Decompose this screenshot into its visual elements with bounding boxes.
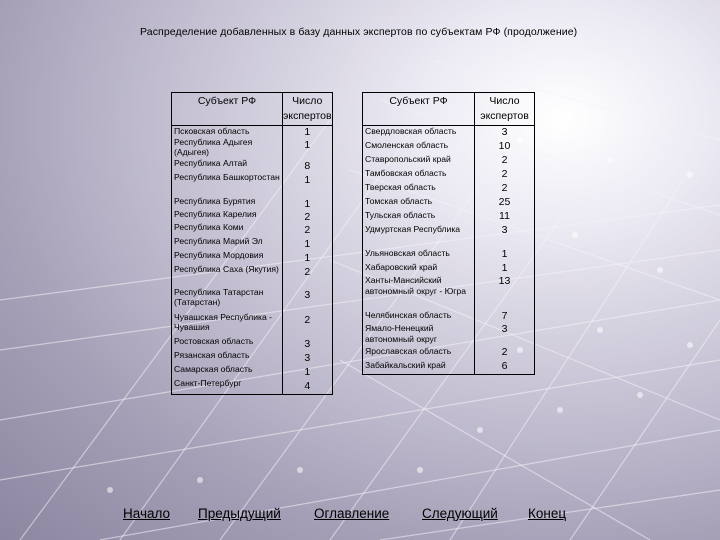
right-table-header-subject: Субъект РФ (363, 93, 475, 126)
nav-prev-link[interactable]: Предыдущий (198, 506, 281, 521)
table-cell-count: 25 (498, 196, 511, 208)
nav-next-link[interactable]: Следующий (422, 506, 498, 521)
nav-contents-link[interactable]: Оглавление (314, 506, 390, 521)
table-cell-count: 1 (501, 248, 508, 260)
table-cell-count: 8 (304, 160, 311, 172)
right-table-subject-column (363, 126, 475, 375)
table-cell-count: 2 (501, 154, 508, 166)
table-cell-count: 6 (501, 360, 508, 372)
table-cell-count: 1 (304, 174, 311, 186)
table-row: Смоленская область (365, 140, 449, 150)
right-table-count-column (475, 126, 535, 375)
table-cell-count: 3 (304, 289, 311, 301)
left-table-count-column (283, 126, 333, 395)
table-row: Ставропольский край (365, 154, 451, 164)
table-row: Чувашская Республика - Чувашия (174, 311, 273, 332)
table-row: Республика Бурятия (174, 195, 256, 206)
table-cell-count: 2 (501, 168, 508, 180)
navigation-bar (0, 506, 720, 526)
table-cell-count: 1 (304, 252, 311, 264)
table-row: Удмуртская Республика (365, 224, 461, 234)
table-cell-count: 4 (304, 380, 311, 392)
table-row: Тульская область (365, 210, 436, 220)
table-row: Хабаровский край (365, 262, 438, 272)
table-row: Челябинская область (365, 310, 452, 320)
table-row: Ульяновская область (365, 248, 450, 258)
nav-end-link[interactable]: Конец (528, 506, 567, 521)
table-row: Тверская область (365, 182, 436, 192)
table-row: Забайкальский край (365, 360, 446, 370)
table-row: Санкт-Петербург (174, 377, 242, 388)
table-cell-count: 1 (304, 139, 311, 151)
table-cell-count: 2 (304, 314, 311, 326)
table-cell-count: 1 (304, 238, 311, 250)
table-row: Тамбовская область (365, 168, 447, 178)
table-row: Ханты-Мансийский автономный округ - Югра (365, 275, 466, 296)
left-table (171, 92, 333, 395)
table-row: Республика Башкортостан (174, 171, 280, 182)
left-table-header-subject: Субъект РФ (172, 93, 283, 126)
table-row: Республика Марий Эл (174, 235, 263, 246)
nav-start-link[interactable]: Начало (123, 506, 171, 521)
table-cell-count: 3 (501, 224, 508, 236)
table-row: Республика Саха (Якутия) (174, 263, 279, 274)
table-cell-count: 2 (501, 182, 508, 194)
table-cell-count: 3 (304, 338, 311, 350)
table-cell-count: 1 (501, 262, 508, 274)
right-table-header-count: Число экспертов (475, 93, 535, 126)
table-cell-count: 2 (304, 224, 311, 236)
table-row: Рязанская область (174, 349, 250, 360)
left-table-header-count: Число экспертов (283, 93, 333, 126)
table-row: Томская область (365, 196, 433, 206)
table-cell-count: 1 (304, 366, 311, 378)
table-cell-count: 3 (501, 126, 508, 138)
table-cell-count: 2 (304, 211, 311, 223)
table-cell-count: 2 (501, 346, 508, 358)
table-cell-count: 3 (501, 323, 508, 335)
table-row: Республика Карелия (174, 208, 257, 219)
table-cell-count: 13 (498, 275, 511, 287)
table-row: Республика Коми (174, 221, 244, 232)
table-row: Республика Мордовия (174, 249, 264, 260)
table-cell-count: 10 (498, 140, 511, 152)
table-row: Свердловская область (365, 126, 457, 136)
table-row: Ростовская область (174, 335, 254, 346)
table-row: Псковская область (174, 126, 250, 136)
right-table (362, 92, 535, 375)
table-row: Самарская область (174, 363, 253, 374)
left-table-subject-column (172, 126, 283, 395)
table-cell-count: 1 (304, 198, 311, 210)
table-cell-count: 2 (304, 266, 311, 278)
table-cell-count: 7 (501, 310, 508, 322)
table-cell-count: 1 (304, 126, 311, 138)
table-row: Ярославская область (365, 346, 452, 356)
table-row: Республика Адыгея (Адыгея) (174, 136, 253, 157)
table-cell-count: 11 (499, 210, 510, 222)
page-title: Распределение добавленных в базу данных экспертов по субъектам РФ (продолжение) (140, 26, 578, 38)
table-row: Республика Алтай (174, 157, 248, 168)
table-row: Ямало-Ненецкий автономный округ (365, 323, 437, 344)
table-row: Республика Татарстан (Татарстан) (174, 286, 264, 307)
table-cell-count: 3 (304, 352, 311, 364)
